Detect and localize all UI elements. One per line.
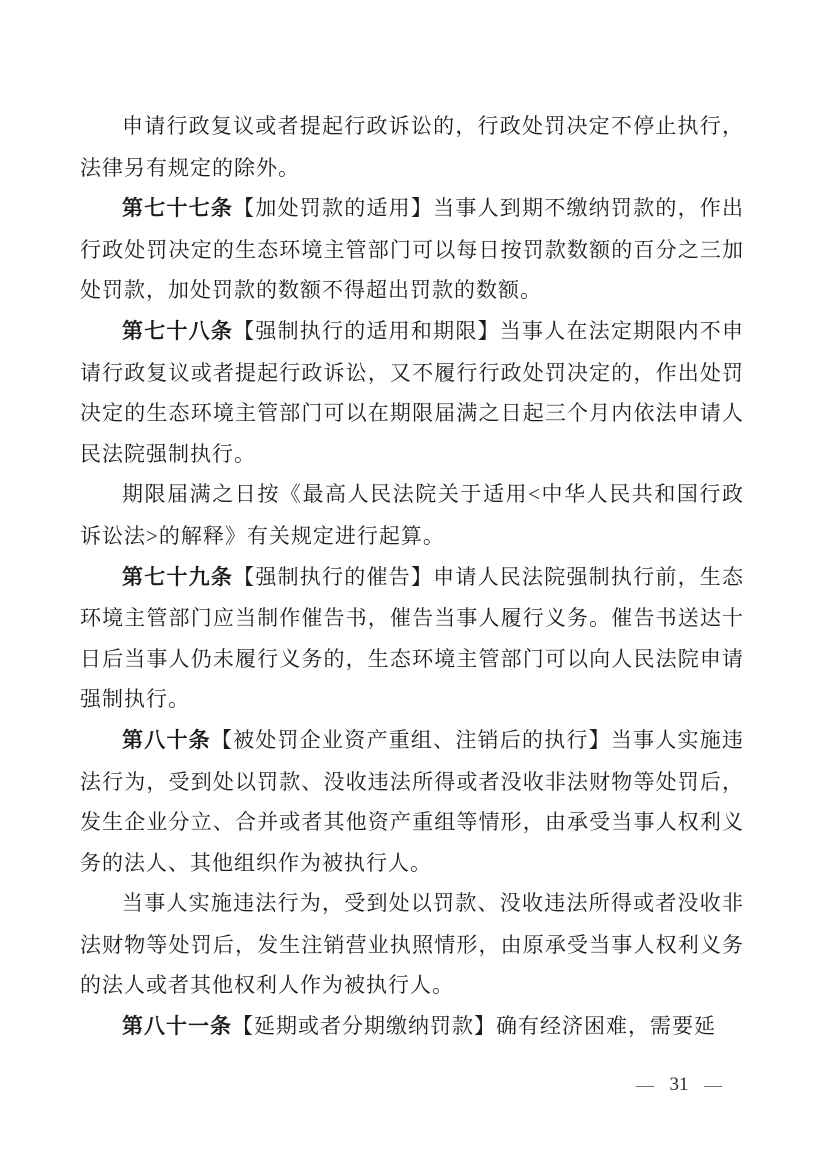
paragraph-text: 当事人实施违法行为，受到处以罚款、没收违法所得或者没收非法财物等处罚后，发生企业分立、合并或者其他资产重组等情形，由承受当事人权利义务的法人、其他组织作为被执行人。: [80, 727, 745, 875]
paragraph-text: 当事人实施违法行为，受到处以罚款、没收违法所得或者没收非法财物等处罚后，发生注销营业执照情形，由原承受当事人权利义务的法人或者其他权利人作为被执行人。: [80, 891, 744, 998]
paragraph: [80, 106, 744, 188]
paragraph-text: 确有经济困难，需要延: [496, 1014, 716, 1039]
article-title: 【强制执行的适用和期限】: [233, 318, 500, 343]
article-title: 【延期或者分期缴纳罚款】: [232, 1014, 496, 1039]
paragraph-text: 当事人到期不缴纳罚款的，作出行政处罚决定的生态环境主管部门可以每日按罚款数额的百分之三加处罚款，加处罚款的数额不得超出罚款的数额。: [80, 196, 745, 303]
article-number: 第七十九条: [122, 565, 234, 589]
paragraph: [80, 188, 744, 311]
article-number: 第八十一条: [122, 1015, 232, 1039]
paragraph: [80, 311, 744, 474]
article-title: 【加处罚款的适用】: [233, 196, 434, 221]
document-body: [80, 106, 744, 1048]
footer-dash-right: —: [704, 1075, 722, 1095]
article-number: 第七十八条: [122, 319, 234, 343]
paragraph: [80, 557, 744, 720]
page-number: 31: [669, 1074, 689, 1095]
page-footer: [636, 1074, 722, 1096]
paragraph-text: 申请行政复议或者提起行政诉讼的，行政处罚决定不停止执行，法律另有规定的除外。: [80, 114, 744, 180]
footer-dash-left: —: [636, 1075, 654, 1095]
article-title: 【被处罚企业资产重组、注销后的执行】: [210, 727, 611, 752]
paragraph-text: 期限届满之日按《最高人民法院关于适用<中华人民共和国行政诉讼法>的解释》有关规定进行起算。: [80, 482, 744, 548]
paragraph: [80, 883, 744, 1006]
paragraph: [80, 720, 744, 883]
paragraph: [80, 1006, 744, 1048]
paragraph: [80, 474, 744, 556]
paragraph-text: 当事人在法定期限内不申请行政复议或者提起行政诉讼，又不履行行政处罚决定的，作出处罚决定的生态环境主管部门可以在期限届满之日起三个月内依法申请人民法院强制执行。: [80, 318, 745, 466]
article-number: 第八十条: [122, 728, 211, 752]
article-title: 【强制执行的催告】: [233, 564, 434, 589]
paragraph-text: 申请人民法院强制执行前，生态环境主管部门应当制作催告书，催告当事人履行义务。催告书送达十日后当事人仍未履行义务的，生态环境主管部门可以向人民法院申请强制执行。: [80, 564, 745, 712]
article-number: 第七十七条: [122, 197, 234, 221]
